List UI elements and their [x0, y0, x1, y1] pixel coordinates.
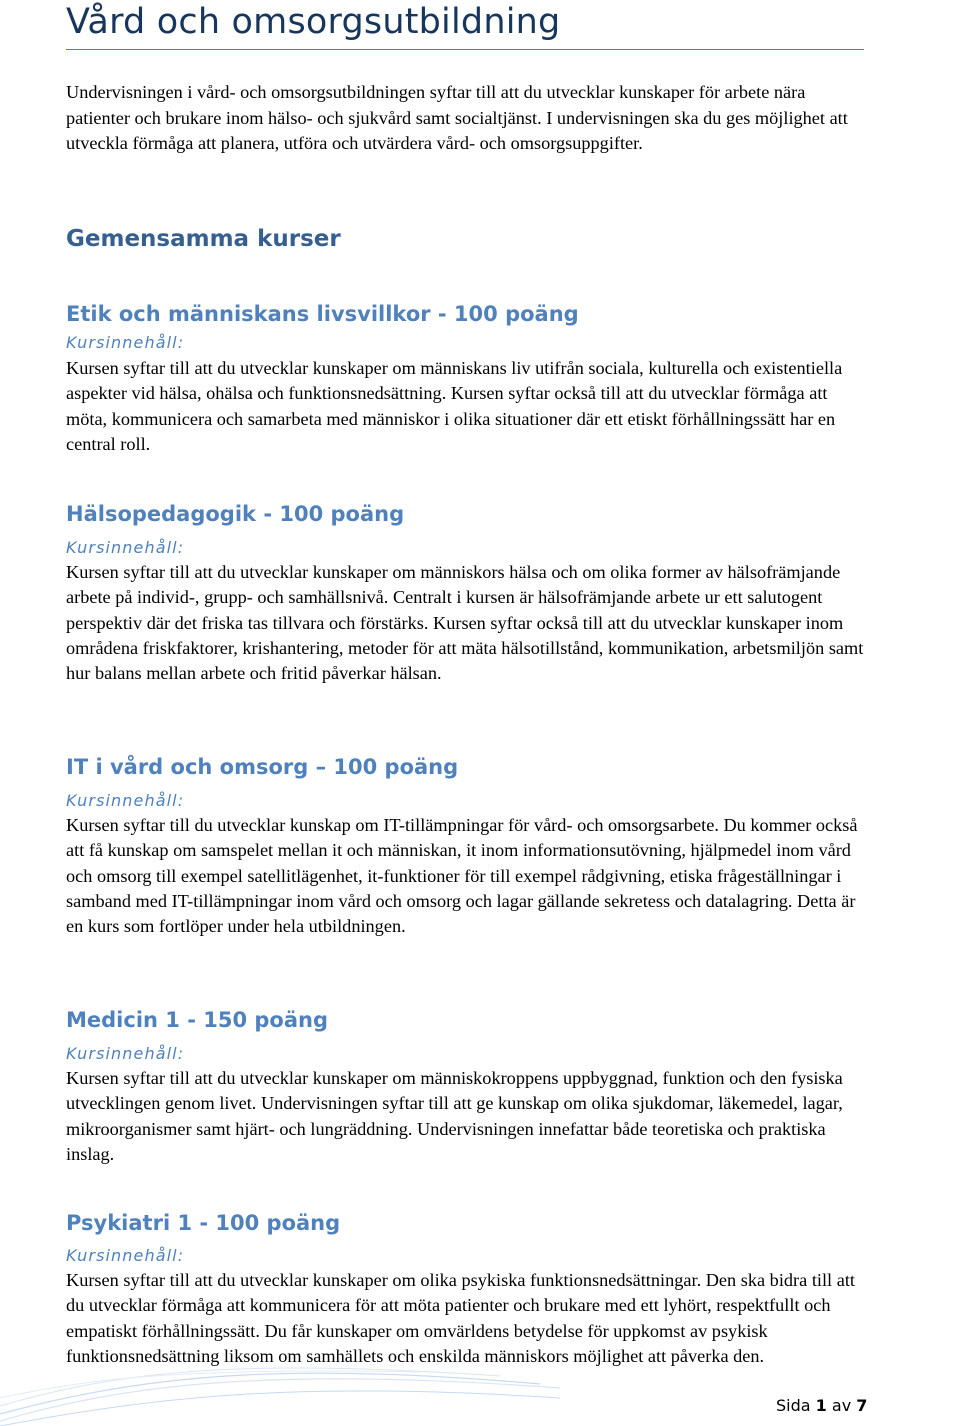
course-description-it-i-vard: Kursen syftar till du utvecklar kunskap om IT-tillämpningar för vård- och omsorgsarbete. Du kommer också att få kunskap om samspelet mellan it och människan, it inom informationsutövning, hjälpmedel inom vård och omsorg till exempel satellitlägenhet, it-funktioner för till exempel rådgivning, etiska frågeställningar i samband med IT-tillämpningar inom vård och omsorg och lagar gällande sekretess och datalagring. Detta är en kurs som fortlöper under hela utbildningen.: [66, 815, 858, 937]
course-content-label: Kursinnehåll:: [66, 791, 185, 810]
intro-paragraph: Undervisningen i vård- och omsorgsutbildningen syftar till att du utvecklar kunskaper för arbete nära patienter och brukare inom hälso- och sjukvård samt socialtjänst. I undervisningen ska du ges möjlighet att utveckla förmåga att planera, utföra och utvärdera vård- och omsorgsuppgifter.: [66, 82, 848, 153]
course-description-halsopedagogik: Kursen syftar till att du utvecklar kunskaper om människors hälsa och om olika former av hälsofrämjande arbete på individ-, grupp- och samhällsnivå. Centralt i kursen är hälsofrämjande arbete ur ett salutogent perspektiv där det friska tas tillvara och förstärks. Kursen syftar också till att du utvecklar kunskaper inom områdena friskfaktorer, krishantering, metoder för att mäta hälsotillstånd, kommunikation, arbetsmiljön samt hur balans mellan arbete och fritid påverkar hälsan.: [66, 562, 864, 684]
total-page-count: 7: [856, 1396, 868, 1415]
course-description-medicin: Kursen syftar till att du utvecklar kunskaper om människokroppens uppbyggnad, funktion och den fysiska utvecklingen genom livet. Undervisningen syftar till att ge kunskap om olika sjukdomar, läkemedel, lagar, mikroorganismer samt hjärt- och lungräddning. Undervisningen innefattar både teoretiska och praktiska inslag.: [66, 1068, 843, 1164]
course-description-psykiatri: Kursen syftar till att du utvecklar kunskaper om olika psykiska funktionsnedsättningar. Den ska bidra till att du utvecklar förmåga att kommunicera för att möta patienter och brukare med ett lyhört, respektfullt och empatiskt förhållningssätt. Du får kunskaper om omvärldens betydelse för uppkomst av psykisk funktionsnedsättning liksom om samhällets och enskilda människors möjlighet att påverka den.: [66, 1270, 855, 1366]
page-label: Sida: [776, 1396, 811, 1415]
section-heading-gemensamma-kurser: Gemensamma kurser: [66, 226, 341, 252]
current-page-number: 1: [815, 1396, 827, 1415]
course-description-etik: Kursen syftar till att du utvecklar kunskaper om människans liv utifrån sociala, kulturella och existentiella aspekter vid hälsa, ohälsa och funktionsnedsättning. Kursen syftar också till att du utvecklar förmåga att möta, kommunicera och samarbeta med människor i olika situationer där ett etiskt förhållningssätt har en central roll.: [66, 358, 843, 454]
page-title: Vård och omsorgsutbildning: [66, 2, 561, 42]
course-content-label: Kursinnehåll:: [66, 333, 185, 352]
course-content-label: Kursinnehåll:: [66, 1044, 185, 1063]
page-number-footer: [776, 1396, 867, 1415]
course-heading-etik: Etik och människans livsvillkor - 100 poäng: [66, 302, 579, 326]
course-heading-medicin: Medicin 1 - 150 poäng: [66, 1008, 328, 1032]
course-content-label: Kursinnehåll:: [66, 538, 185, 557]
title-divider: [66, 49, 864, 50]
course-heading-halsopedagogik: Hälsopedagogik - 100 poäng: [66, 502, 405, 526]
course-content-label: Kursinnehåll:: [66, 1246, 185, 1265]
course-heading-psykiatri: Psykiatri 1 - 100 poäng: [66, 1211, 341, 1235]
course-heading-it-i-vard: IT i vård och omsorg – 100 poäng: [66, 755, 459, 779]
page-separator: av: [831, 1396, 852, 1415]
